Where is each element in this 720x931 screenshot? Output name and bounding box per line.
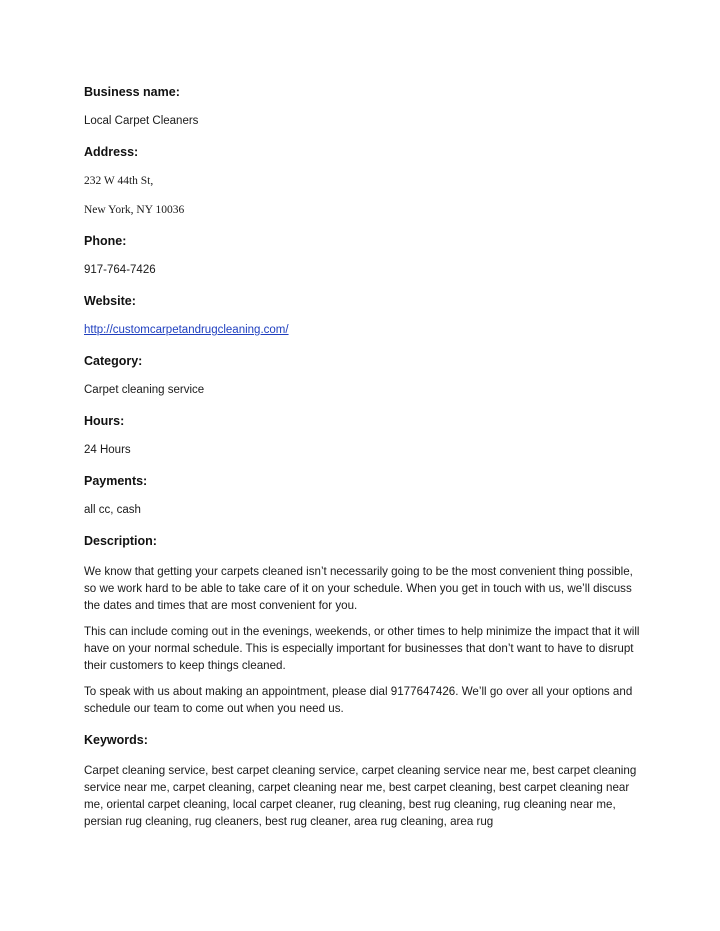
- hours-value: 24 Hours: [84, 444, 131, 456]
- payments-heading: Payments:: [84, 474, 148, 488]
- category-value: Carpet cleaning service: [84, 384, 205, 396]
- document-body: [84, 84, 644, 830]
- website-link[interactable]: http://customcarpetandrugcleaning.com/: [84, 324, 289, 336]
- address-line-1: 232 W 44th St,: [84, 175, 154, 187]
- keywords-heading: Keywords:: [84, 733, 148, 747]
- business-name-value: Local Carpet Cleaners: [84, 115, 199, 127]
- category-heading: Category:: [84, 354, 143, 368]
- description-paragraph-3: To speak with us about making an appointment, please dial 9177647426. We’ll go over all your options and schedule our team to come out when you need us.: [84, 685, 633, 715]
- description-heading: Description:: [84, 534, 157, 548]
- payments-value: all cc, cash: [84, 504, 141, 516]
- description-paragraph-2: This can include coming out in the evenings, weekends, or other times to help minimize the impact that it will have on your normal schedule. This is especially important for businesses that don’t want to have to disrupt their customers to keep things cleaned.: [84, 625, 640, 672]
- description-paragraph-1: We know that getting your carpets cleaned isn’t necessarily going to be the most convenient thing possible, so we work hard to be able to take care of it on your schedule. When you get in touch with us, we’ll discuss the dates and times that are most convenient for you.: [84, 565, 633, 612]
- hours-heading: Hours:: [84, 414, 125, 428]
- phone-heading: Phone:: [84, 234, 127, 248]
- keywords-text: Carpet cleaning service, best carpet cleaning service, carpet cleaning service near me, best carpet cleaning service near me, carpet cleaning, carpet cleaning near me, best carpet cleaning, best carpet cleaning near me, oriental carpet cleaning, local carpet cleaner, rug cleaning, best rug cleaning, rug cleaning near me, persian rug cleaning, rug cleaners, best rug cleaner, area rug cleaning, area rug: [84, 764, 637, 828]
- business-name-heading: Business name:: [84, 85, 180, 99]
- phone-value: 917-764-7426: [84, 264, 156, 276]
- address-heading: Address:: [84, 145, 139, 159]
- website-heading: Website:: [84, 294, 136, 308]
- address-line-2: New York, NY 10036: [84, 204, 185, 216]
